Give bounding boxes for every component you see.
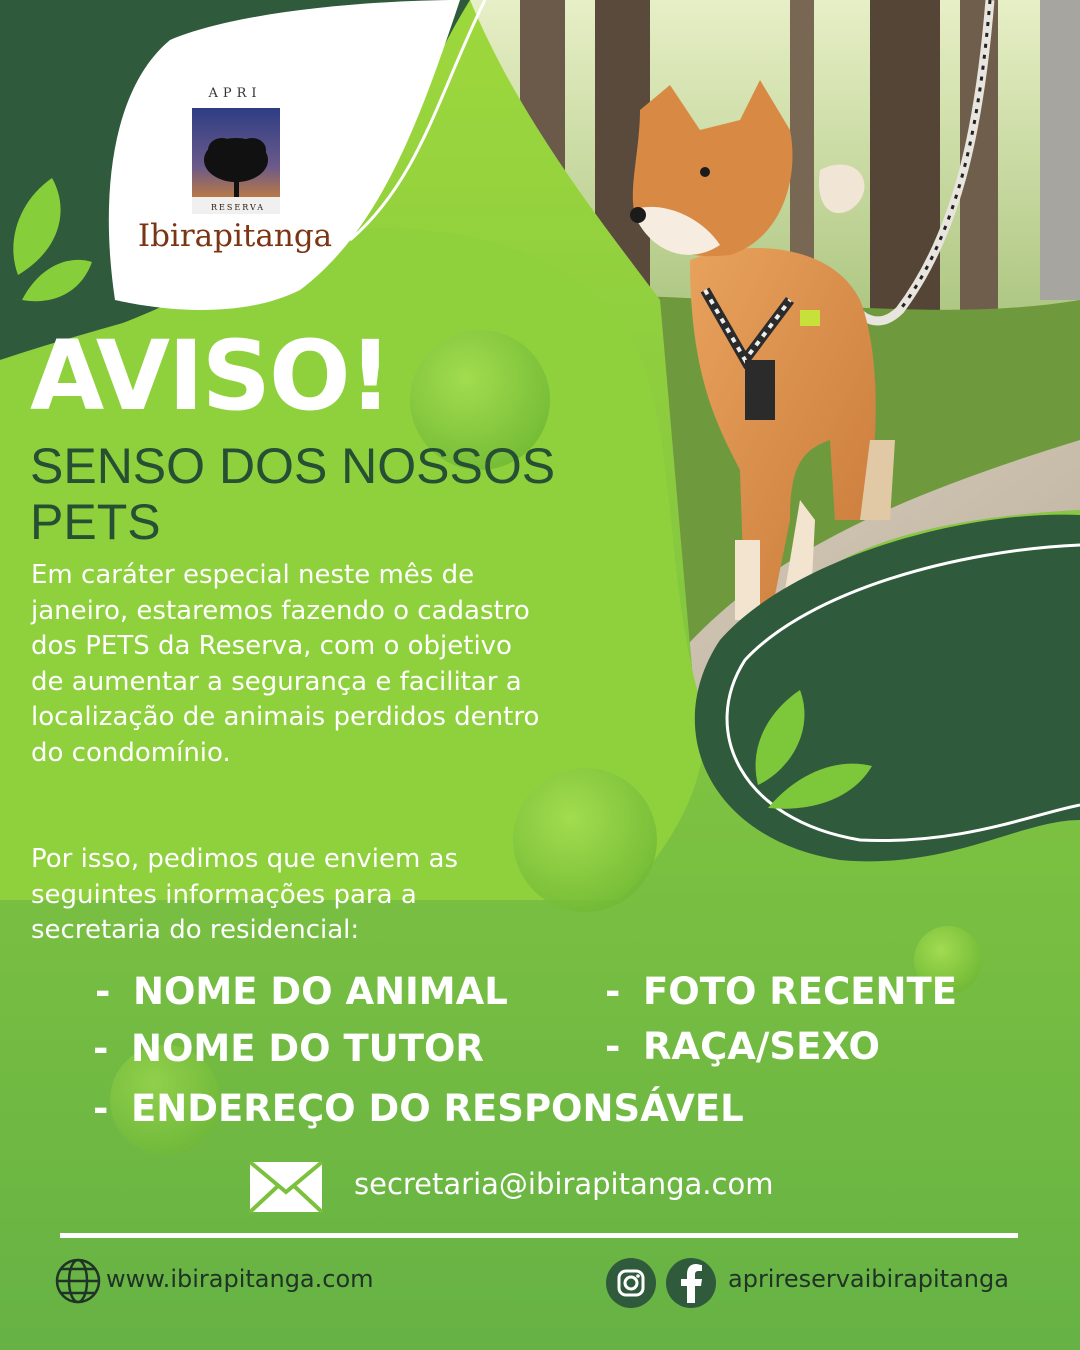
social-handle[interactable]: aprireservaibirapitanga [728, 1265, 1009, 1293]
footer-divider [60, 1233, 1018, 1238]
intro-paragraph: Em caráter especial neste mês de janeiro, estaremos fazendo o cadastro dos PETS da Reserva, com o objetivo de aumentar a segurança e facilitar a localização de animais perdidos dentro do condomínio. [31, 560, 540, 768]
requirement-item: - NOME DO TUTOR [93, 1027, 484, 1070]
logo-name: Ibirapitanga [137, 218, 333, 254]
requirement-item: - NOME DO ANIMAL [95, 970, 508, 1013]
facebook-icon[interactable] [666, 1258, 716, 1308]
logo-badge [192, 108, 280, 214]
requirement-item: - FOTO RECENTE [605, 970, 957, 1013]
instagram-icon[interactable] [606, 1258, 656, 1308]
requirement-item: - RAÇA/SEXO [605, 1025, 881, 1068]
email-link[interactable]: secretaria@ibirapitanga.com [354, 1167, 774, 1201]
requirement-item: - ENDEREÇO DO RESPONSÁVEL [93, 1087, 744, 1130]
request-paragraph: Por isso, pedimos que enviem as seguintes informações para a secretaria do residencial: [31, 844, 459, 945]
logo-apri-text: APRI [208, 86, 262, 101]
page-subtitle: SENSO DOS NOSSOS PETS [30, 438, 556, 550]
page-title: AVISO! [30, 320, 391, 432]
logo-reserva-text: RESERVA [211, 203, 265, 212]
envelope-icon [250, 1162, 322, 1212]
website-link[interactable]: www.ibirapitanga.com [106, 1265, 374, 1293]
